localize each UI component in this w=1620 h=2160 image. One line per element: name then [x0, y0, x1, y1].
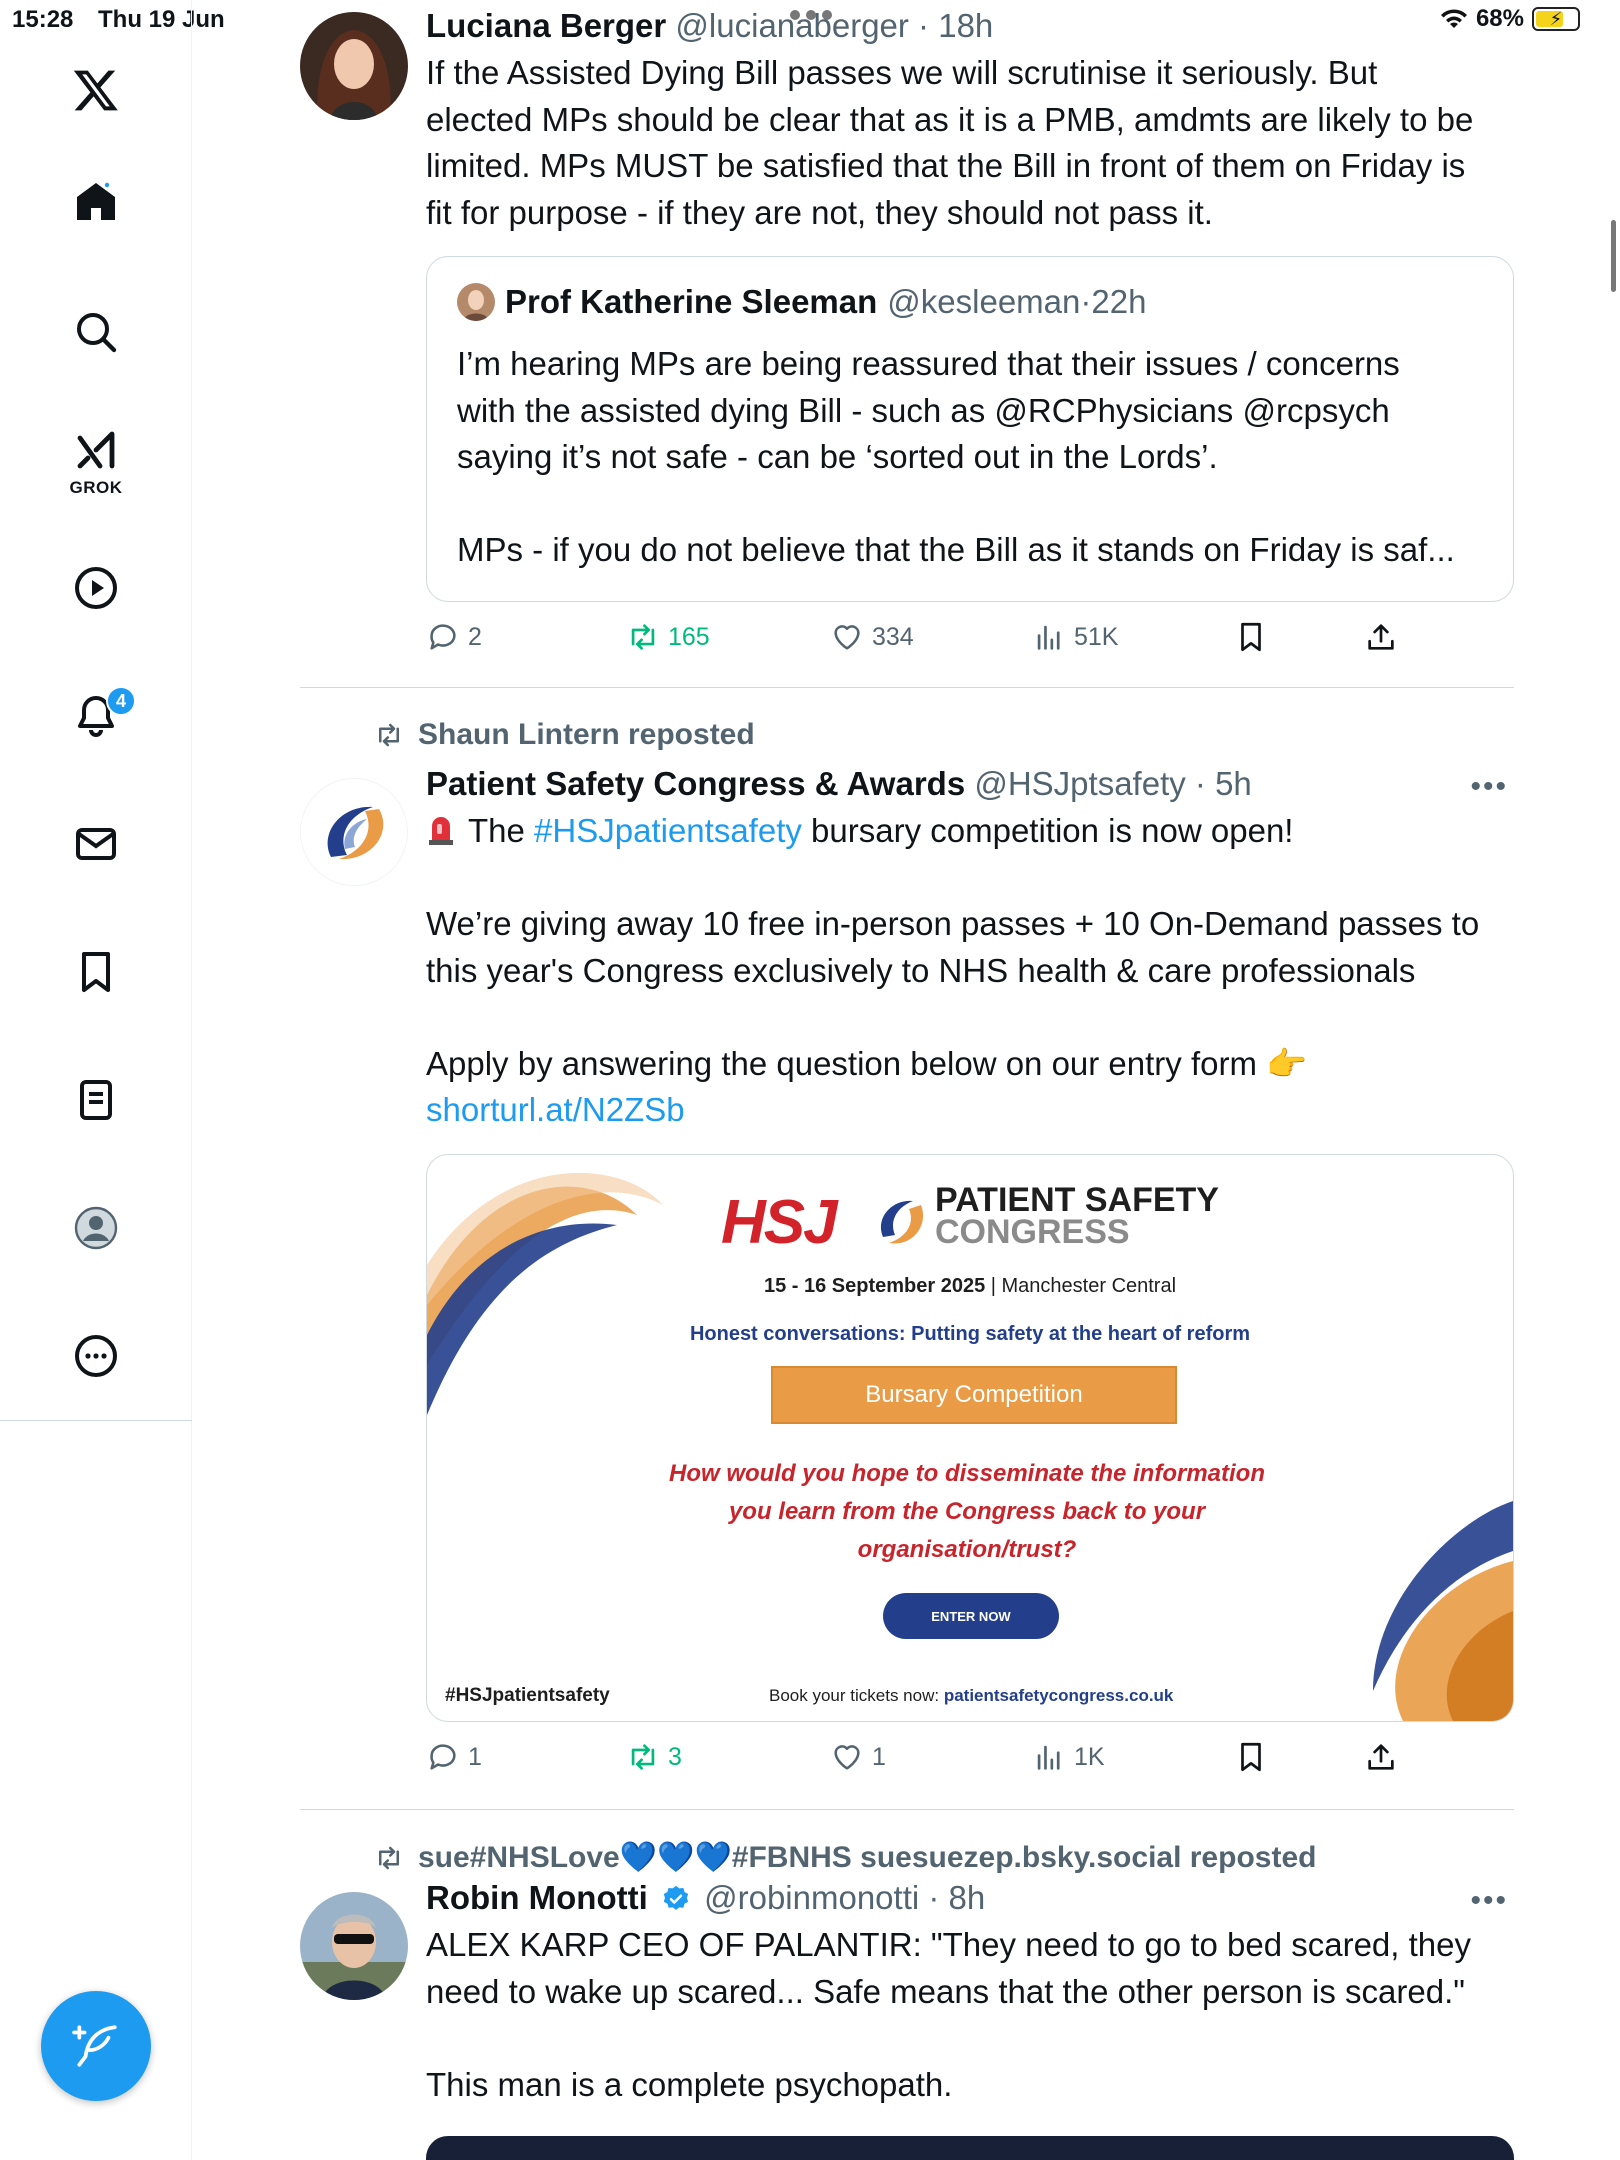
- views-button[interactable]: [1032, 620, 1118, 654]
- quoted-text-line: I’m hearing MPs are being reassured that their issues / concerns: [457, 345, 1400, 382]
- author-handle[interactable]: @HSJptsafety: [974, 765, 1186, 802]
- author-handle[interactable]: @robinmonotti: [704, 1879, 920, 1916]
- tweet-text-line: need to wake up scared... Safe means that the other person is scared.": [426, 1972, 1465, 2010]
- heart-icon: [830, 1740, 864, 1774]
- tweet-media-image[interactable]: [426, 1154, 1514, 1722]
- share-button[interactable]: [1364, 1740, 1398, 1774]
- tweet-text-line: fit for purpose - if they are not, they should not pass it.: [426, 193, 1213, 231]
- venue-text: Manchester Central: [1001, 1275, 1177, 1297]
- hsj-logo: HSJ: [721, 1188, 836, 1257]
- tweet-text: [426, 1922, 1514, 2108]
- tweet-time[interactable]: 5h: [1215, 765, 1252, 802]
- views-count: 1K: [1074, 1742, 1105, 1771]
- grok-icon[interactable]: [66, 424, 126, 484]
- tweet-text-line: If the Assisted Dying Bill passes we will scrutinise it seriously. But: [426, 54, 1378, 91]
- reply-button[interactable]: [426, 1740, 482, 1774]
- tweet-media-preview[interactable]: [426, 2136, 1514, 2160]
- quoted-tweet[interactable]: [426, 256, 1514, 602]
- author-name[interactable]: Robin Monotti: [426, 1879, 648, 1916]
- tweet-content: [426, 1876, 1514, 2108]
- repost-context-icon: [374, 720, 404, 750]
- tweet-text: [426, 50, 1514, 236]
- more-options-icon[interactable]: •••: [1470, 770, 1508, 803]
- repost-context[interactable]: [374, 1840, 1316, 1875]
- messages-icon[interactable]: [66, 814, 126, 874]
- video-icon[interactable]: [66, 558, 126, 618]
- views-icon: [1032, 620, 1066, 654]
- like-button[interactable]: [830, 1740, 886, 1774]
- share-icon: [1364, 620, 1398, 654]
- question-line: How would you hope to disseminate the information: [668, 1460, 1265, 1487]
- heart-icon: [830, 620, 864, 654]
- congress-title-line2: CONGRESS: [935, 1213, 1130, 1251]
- congress-dates: 15 - 16 September 2025 | Manchester Central: [763, 1275, 1177, 1297]
- views-icon: [1032, 1740, 1066, 1774]
- bookmark-icon: [1234, 620, 1268, 654]
- views-count: 51K: [1074, 622, 1119, 651]
- congress-title-line1: PATIENT SAFETY: [935, 1181, 1219, 1219]
- quoted-tweet-header: Prof Katherine Sleeman @kesleeman · 22h: [457, 283, 1146, 321]
- bookmark-button[interactable]: [1234, 1740, 1268, 1774]
- question-line: you learn from the Congress back to your: [728, 1498, 1206, 1525]
- bookmark-button[interactable]: [1234, 620, 1268, 654]
- tweet-text-line: limited. MPs MUST be satisfied that the Bill in front of them on Friday is: [426, 147, 1466, 184]
- repost-icon: [626, 620, 660, 654]
- quoted-author-name: Prof Katherine Sleeman: [505, 283, 878, 320]
- reply-count: 1: [468, 1742, 482, 1771]
- swoosh-decoration-icon: [427, 1155, 667, 1475]
- siren-emoji-icon: [426, 812, 456, 846]
- reposted-by: Shaun Lintern reposted: [418, 718, 755, 751]
- quoted-author-handle: @kesleeman: [887, 283, 1081, 320]
- book-prefix: Book your tickets now:: [769, 1686, 944, 1705]
- quoted-avatar: [457, 283, 495, 321]
- notifications-badge: 4: [106, 686, 136, 716]
- like-count: 1: [872, 1742, 886, 1771]
- quoted-tweet-time: 22h: [1091, 283, 1147, 320]
- tweet-text-line: [426, 994, 1514, 1041]
- x-logo-icon[interactable]: [66, 60, 126, 120]
- author-name[interactable]: Patient Safety Congress & Awards: [426, 765, 966, 802]
- reply-count: 2: [468, 622, 482, 651]
- book-link: patientsafetycongress.co.uk: [943, 1686, 1174, 1705]
- repost-count: 165: [668, 622, 710, 651]
- bursary-banner: Bursary Competition: [771, 1366, 1177, 1424]
- scrollbar[interactable]: [1611, 220, 1616, 292]
- home-icon[interactable]: [66, 172, 126, 232]
- bookmarks-icon[interactable]: [66, 942, 126, 1002]
- avatar[interactable]: [300, 1892, 408, 2000]
- tweet-text-line: elected MPs should be clear that as it is a PMB, amdmts are likely to be: [426, 100, 1474, 138]
- verified-badge-icon: [661, 1884, 691, 1914]
- tweet-text-line: [426, 2015, 1514, 2062]
- question-line: organisation/trust?: [857, 1536, 1077, 1563]
- tweet-actions: [426, 620, 1514, 660]
- compose-button[interactable]: [41, 1991, 151, 2101]
- hashtag-link[interactable]: #HSJpatientsafety: [534, 812, 802, 849]
- tweet-text-segment: The: [468, 812, 535, 849]
- bookmark-icon: [1234, 1740, 1268, 1774]
- tweet-time[interactable]: 18h: [938, 7, 994, 44]
- repost-button[interactable]: [626, 620, 710, 654]
- sidebar-divider: [0, 1420, 192, 1421]
- reposted-by: sue#NHSLove💙💙💙#FBNHS suesuezep.bsky.social reposted: [418, 1841, 1317, 1874]
- like-count: 334: [872, 622, 914, 651]
- more-options-icon[interactable]: •••: [1470, 1884, 1508, 1917]
- congress-tagline: Honest conversations: Putting safety at the heart of reform: [689, 1323, 1251, 1345]
- tweet-header: Robin Monotti @robinmonotti · 8h: [426, 1879, 986, 1916]
- quoted-text-line: saying it’s not safe - can be ‘sorted out in the Lords’.: [457, 438, 1218, 475]
- tweet-text-line: ALEX KARP CEO OF PALANTIR: "They need to go to bed scared, they: [426, 1926, 1471, 1963]
- quoted-text-line: MPs - if you do not believe that the Bill as it stands on Friday is saf...: [457, 531, 1455, 568]
- tweet-link[interactable]: shorturl.at/N2ZSb: [426, 1091, 685, 1128]
- more-options-icon[interactable]: [66, 1326, 126, 1386]
- tweet-text-line: We’re giving away 10 free in-person passes + 10 On-Demand passes to: [426, 905, 1480, 942]
- avatar[interactable]: [300, 778, 408, 886]
- repost-icon: [626, 1740, 660, 1774]
- author-name[interactable]: Luciana Berger: [426, 7, 667, 44]
- tweet-separator: [300, 687, 1514, 688]
- enter-now-badge: ENTER NOW: [883, 1593, 1059, 1639]
- repost-count: 3: [668, 1742, 682, 1771]
- tweet-content: [426, 4, 1514, 236]
- status-date: Thu 19 Jun: [98, 6, 225, 33]
- lists-icon[interactable]: [66, 1070, 126, 1130]
- battery-icon: ⚡: [1532, 7, 1580, 31]
- hsj-swirl-logo-icon: [873, 1191, 929, 1251]
- tweet-text: [426, 808, 1514, 1134]
- tweet-text-line: this year's Congress exclusively to NHS health & care professionals: [426, 951, 1416, 989]
- tweet-text-line: This man is a complete psychopath.: [426, 2065, 953, 2103]
- tweet-text-segment: bursary competition is now open!: [801, 812, 1294, 849]
- tweet-header: Luciana Berger @lucianaberger · 18h: [426, 7, 994, 44]
- grok-label: GROK: [69, 478, 123, 497]
- compose-feather-icon: [71, 2021, 121, 2071]
- quoted-text-line: [457, 481, 1487, 528]
- bursary-question: [627, 1455, 1307, 1569]
- like-button[interactable]: [830, 620, 914, 654]
- tweet-time[interactable]: 8h: [948, 1879, 986, 1916]
- tweet-separator: [300, 1809, 1514, 1810]
- repost-context[interactable]: [374, 718, 755, 752]
- search-icon[interactable]: [66, 302, 126, 362]
- tweet-header: Patient Safety Congress & Awards @HSJptsafety · 5h: [426, 765, 1252, 802]
- share-button[interactable]: [1364, 620, 1398, 654]
- tweet-text-line: Apply by answering the question below on our entry form 👉: [426, 1044, 1308, 1082]
- share-icon: [1364, 1740, 1398, 1774]
- tweet-actions: [426, 1740, 1514, 1780]
- sidebar: [0, 0, 192, 2160]
- quoted-tweet-text: [457, 341, 1487, 574]
- book-tickets-text: [769, 1686, 1173, 1706]
- media-hashtag: #HSJpatientsafety: [445, 1685, 610, 1706]
- avatar[interactable]: [300, 12, 408, 120]
- repost-button[interactable]: [626, 1740, 682, 1774]
- reply-icon: [426, 1740, 460, 1774]
- status-time: 15:28: [12, 6, 74, 33]
- dates-text: 15 - 16 September 2025: [763, 1275, 986, 1297]
- profile-icon[interactable]: [66, 1198, 126, 1258]
- views-button[interactable]: [1032, 1740, 1105, 1774]
- author-handle[interactable]: @lucianaberger: [675, 7, 909, 44]
- repost-context-icon: [374, 1843, 404, 1873]
- quoted-text-line: with the assisted dying Bill - such as @RCPhysicians @rcpsych: [457, 391, 1390, 429]
- tweet-content: [426, 762, 1514, 1134]
- reply-button[interactable]: [426, 620, 482, 654]
- reply-icon: [426, 620, 460, 654]
- battery-percent: 68%: [1475, 5, 1524, 32]
